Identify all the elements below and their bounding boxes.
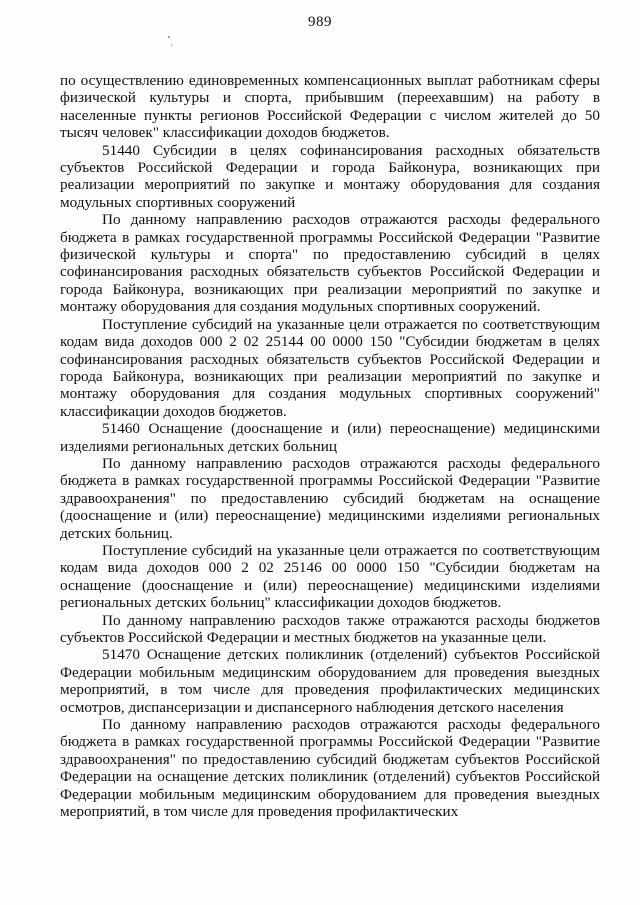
paragraph: По данному направлению расходов отражаются расходы федерального бюджета в рамках государственной программы Российской Федерации "Развитие здравоохранения" по предоставлению субсидий бюджетам субъектов Российской Федерации на оснащение детских поликлиник (отделений) субъектов Российской Федерации мобильным медицинским оборудованием для проведения выездных мероприятий, в том числе для проведения профилактических	[60, 716, 600, 821]
section-heading-51440: 51440 Субсидии в целях софинансирования расходных обязательств субъектов Российской Федерации и города Байконура, возникающих при реализации мероприятий по закупке и монтажу оборудования для создания модульных спортивных сооружений	[60, 141, 600, 211]
paragraph-continuation: по осуществлению единовременных компенсационных выплат работникам сферы физической культуры и спорта, прибывшим (переехавшим) на работу в населенные пункты регионов Российской Федерации с числом жителей до 50 тысяч человек" классификации доходов бюджетов.	[60, 72, 600, 142]
paragraph: Поступление субсидий на указанные цели отражается по соответствующим кодам вида доходов 000 2 02 25146 00 0000 150 "Субсидии бюджетам на оснащение (дооснащение и (или) переоснащение) медицинскими изделиями региональных детских больниц" классификации доходов бюджетов.	[60, 541, 600, 612]
scan-speck	[168, 36, 170, 38]
paragraph: Поступление субсидий на указанные цели отражается по соответствующим кодам вида доходов 000 2 02 25144 00 0000 150 "Субсидии бюджетам в целях софинансирования расходных обязательств субъектов Российской Федерации и города Байконура, возникающих при реализации мероприятий по закупке и монтажу оборудования для создания модульных спортивных сооружений" классификации доходов бюджетов.	[60, 315, 600, 420]
section-heading-51470: 51470 Оснащение детских поликлиник (отделений) субъектов Российской Федерации мобильным медицинским оборудованием для проведения выездных мероприятий, в том числе для проведения профилактических медицинских осмотров, диспансеризации и диспансерного наблюдения детского населения	[60, 646, 600, 716]
paragraph: По данному направлению расходов отражаются расходы федерального бюджета в рамках государственной программы Российской Федерации "Развитие физической культуры и спорта" по предоставлению субсидий в целях софинансирования расходных обязательств субъектов Российской Федерации и города Байконура, возникающих при реализации мероприятий по закупке и монтажу оборудования для создания модульных спортивных сооружений.	[60, 211, 600, 316]
section-heading-51460: 51460 Оснащение (дооснащение и (или) переоснащение) медицинскими изделиями региональных детских больниц	[60, 420, 600, 455]
scan-speck	[171, 44, 172, 46]
document-body	[60, 72, 600, 820]
paragraph: По данному направлению расходов отражаются расходы федерального бюджета в рамках государственной программы Российской Федерации "Развитие здравоохранения" по предоставлению субсидий бюджетам на оснащение (дооснащение и (или) переоснащение) медицинскими изделиями региональных детских больниц.	[60, 454, 600, 542]
paragraph: По данному направлению расходов также отражаются расходы бюджетов субъектов Российской Федерации и местных бюджетов на указанные цели.	[60, 611, 600, 646]
page-number: 989	[308, 14, 332, 30]
